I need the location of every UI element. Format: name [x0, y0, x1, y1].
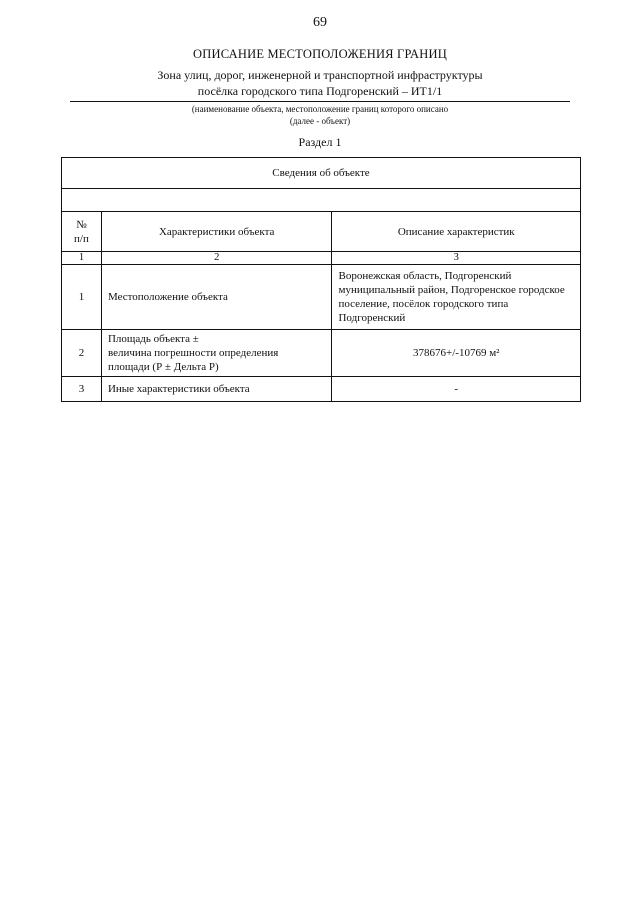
table-row — [62, 330, 581, 377]
row-number: 3 — [62, 377, 102, 402]
row-description: Воронежская область, Подгоренский муниципальный район, Подгоренское городское поселение, посёлок городского типа Подгоренский — [332, 265, 581, 330]
table-header-row — [62, 212, 581, 252]
row-description: 378676+/-10769 м² — [332, 330, 581, 377]
header-characteristics: Характеристики объекта — [101, 212, 332, 252]
section-heading: Раздел 1 — [298, 135, 342, 149]
row-characteristic: Местоположение объекта — [101, 265, 332, 330]
object-note — [70, 103, 570, 127]
object-info-table — [61, 157, 581, 402]
table-blank-cell — [62, 189, 581, 212]
row-number: 1 — [62, 265, 102, 330]
subtitle-line-1: Зона улиц, дорог, инженерной и транспортной инфраструктуры — [157, 68, 483, 82]
column-number-2: 2 — [101, 252, 332, 265]
table-title: Сведения об объекте — [62, 158, 581, 189]
note-line-1: (наименование объекта, местоположение границ которого описано — [191, 104, 449, 114]
table-row — [62, 265, 581, 330]
page-number: 69 — [313, 15, 327, 30]
document-title: ОПИСАНИЕ МЕСТОПОЛОЖЕНИЯ ГРАНИЦ — [193, 47, 447, 61]
header-number-line-1: № — [76, 218, 87, 231]
header-number-line-2: п/п — [74, 232, 89, 245]
table-blank-row — [62, 189, 581, 212]
row-characteristic — [101, 330, 332, 377]
table-column-numbers-row — [62, 252, 581, 265]
table-title-row — [62, 158, 581, 189]
header-description: Описание характеристик — [332, 212, 581, 252]
note-line-2: (далее - объект) — [289, 116, 351, 126]
subtitle-underline — [70, 101, 570, 102]
header-number — [62, 212, 102, 252]
subtitle-line-2: посёлка городского типа Подгоренский – ИТ1/1 — [197, 84, 443, 98]
row-description: - — [332, 377, 581, 402]
row-characteristic-line-1: Площадь объекта ± — [107, 333, 199, 345]
column-number-1: 1 — [62, 252, 102, 265]
table-row — [62, 377, 581, 402]
document-subtitle — [70, 67, 570, 99]
row-characteristic: Иные характеристики объекта — [101, 377, 332, 402]
row-characteristic-line-3: площади (Р ± Дельта Р) — [107, 361, 219, 373]
row-characteristic-line-2: величина погрешности определения — [107, 347, 279, 359]
column-number-3: 3 — [332, 252, 581, 265]
row-number: 2 — [62, 330, 102, 377]
